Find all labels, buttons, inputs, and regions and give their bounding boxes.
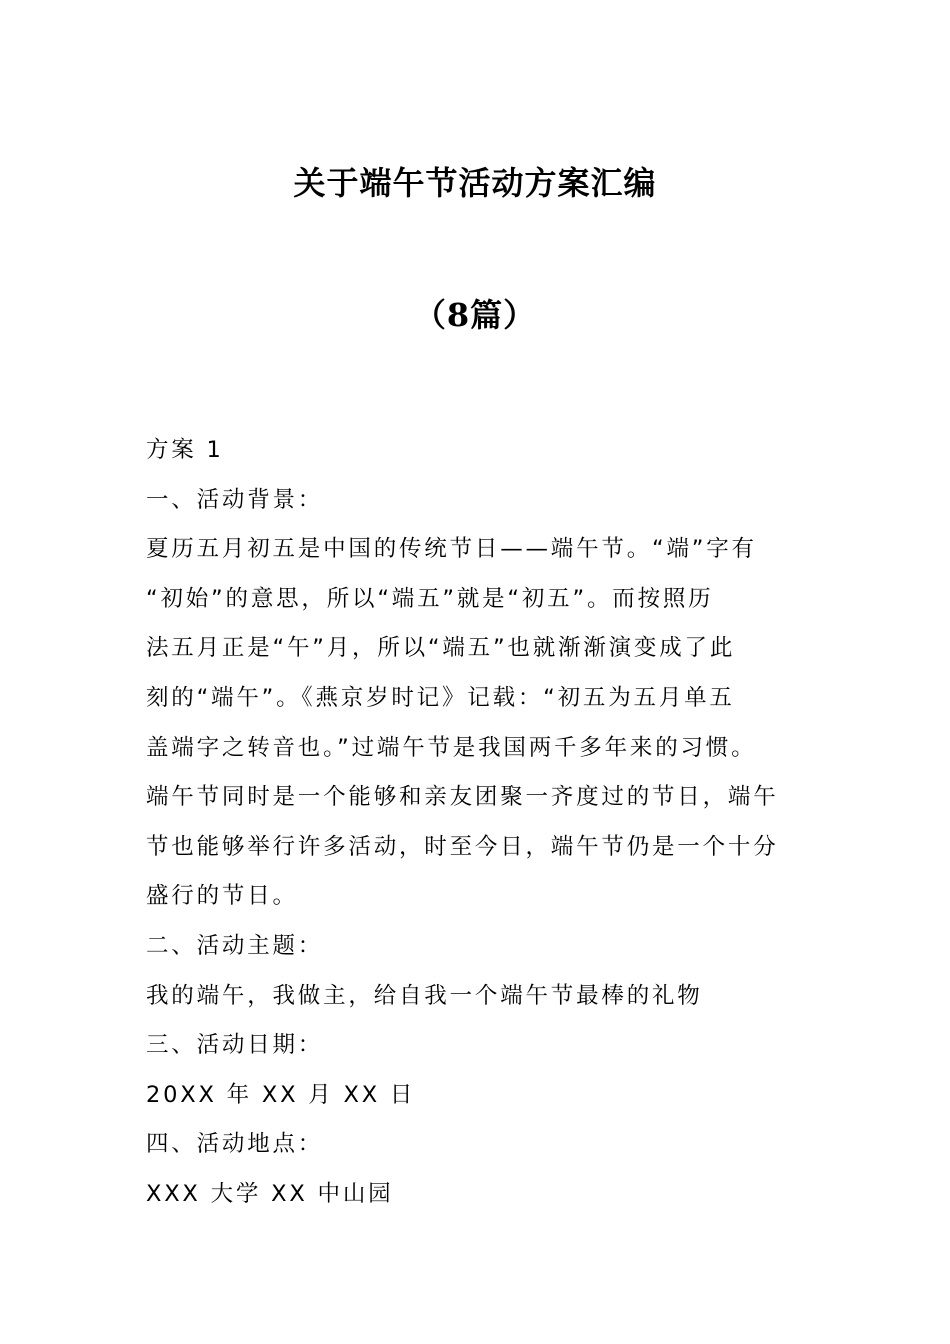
background-line: 法五月正是“午”月，所以“端五”也就渐渐演变成了此: [146, 635, 736, 662]
document-body: [146, 426, 811, 1220]
background-line: 节也能够举行许多活动，时至今日，端午节仍是一个十分: [146, 833, 779, 860]
background-line: 刻的“端午”。《燕京岁时记》记载：“初五为五月单五: [146, 684, 735, 711]
section-label: 方案 1: [146, 437, 224, 463]
location-text: XXX 大学 XX 中山园: [146, 1180, 394, 1207]
date-text: 20XX 年 XX 月 XX 日: [146, 1081, 416, 1108]
document-subtitle: （8篇）: [413, 296, 537, 334]
background-line: 夏历五月初五是中国的传统节日——端午节。“端”字有: [146, 536, 757, 563]
theme-text: 我的端午，我做主，给自我一个端午节最棒的礼物: [146, 982, 703, 1009]
heading-location: 四、活动地点：: [146, 1131, 324, 1158]
heading-theme: 二、活动主题：: [146, 932, 324, 959]
heading-background: 一、活动背景：: [146, 486, 324, 513]
background-line: 盛行的节日。: [146, 883, 298, 910]
background-line: 盖端字之转音也。”过端午节是我国两千多年来的习惯。: [146, 734, 757, 761]
background-line: “初始”的意思，所以“端五”就是“初五”。而按照历: [146, 585, 714, 612]
background-line: 端午节同时是一个能够和亲友团聚一齐度过的节日，端午: [146, 784, 779, 811]
heading-date: 三、活动日期：: [146, 1032, 324, 1059]
document-title: 关于端午节活动方案汇编: [293, 164, 657, 202]
